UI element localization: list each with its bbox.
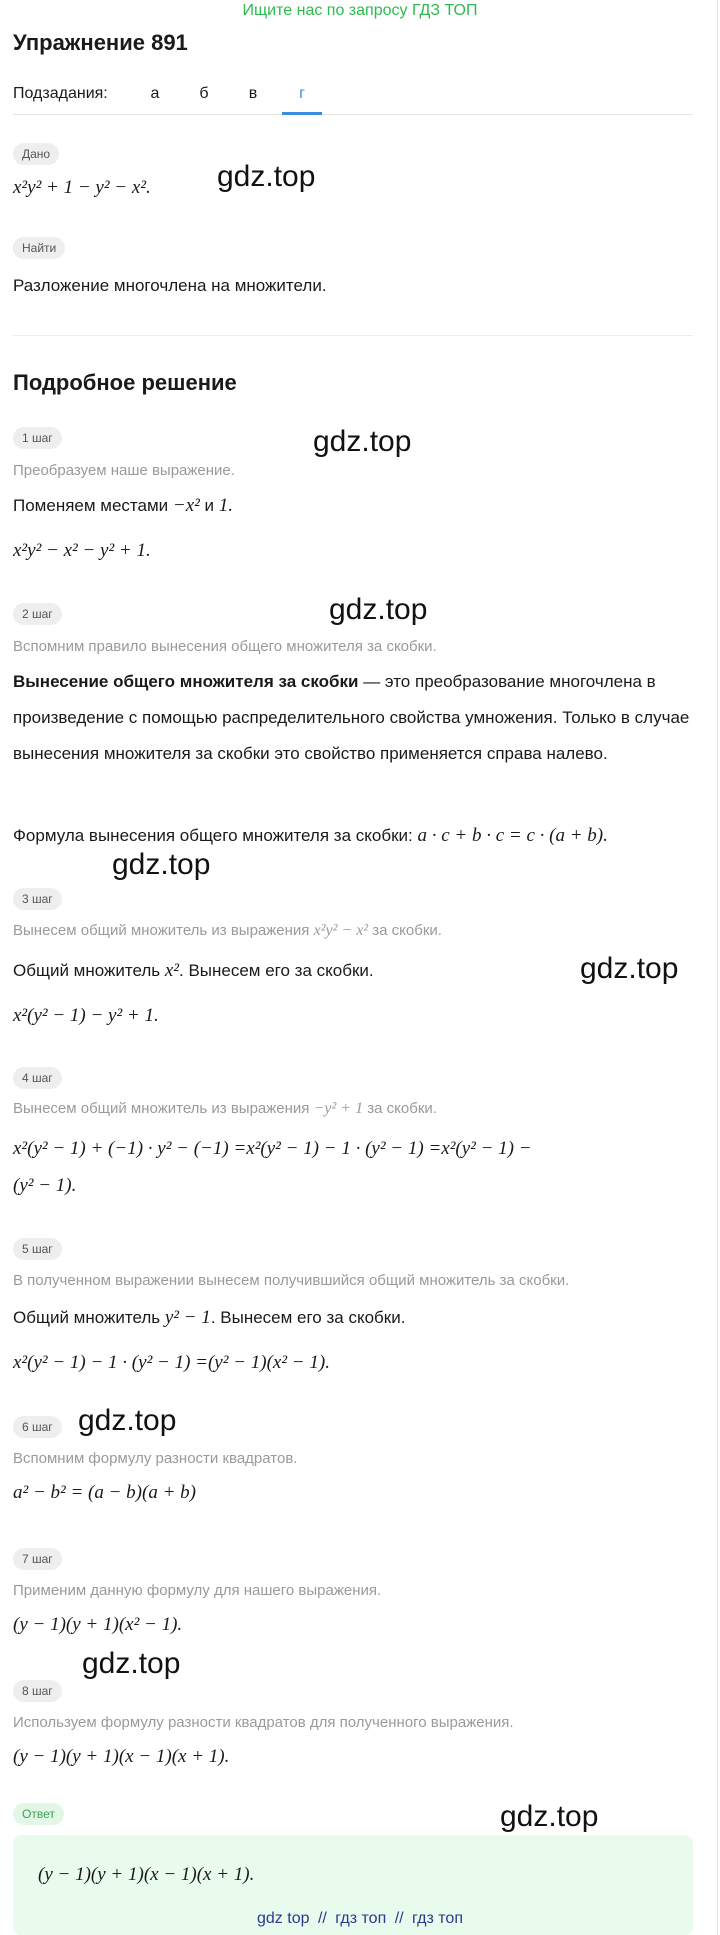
step-text: Общий множитель y² − 1. Вынесем его за скобки. [13, 1307, 406, 1328]
find-text: Разложение многочлена на множители. [13, 276, 327, 295]
tab-b[interactable]: б [199, 85, 209, 102]
step-hint: Вынесем общий множитель из выражения −y² + 1 за скобки. [13, 1100, 437, 1117]
page-title: Упражнение 891 [13, 30, 188, 55]
watermark: gdz.top [313, 425, 412, 458]
answer-badge: Ответ [13, 1803, 64, 1825]
step-hint: Вспомним правило вынесения общего множителя за скобки. [13, 638, 437, 655]
step-badge: 8 шаг [13, 1680, 62, 1702]
step-formula: x²y² − x² − y² + 1. [13, 540, 151, 561]
given-badge: Дано [13, 143, 59, 165]
step-hint: В полученном выражении вынесем получившийся общий множитель за скобки. [13, 1272, 570, 1289]
solution-heading: Подробное решение [13, 370, 237, 395]
step-badge: 4 шаг [13, 1067, 62, 1089]
search-hint-link[interactable]: Ищите нас по запросу ГДЗ ТОП [242, 2, 478, 19]
step-badge: 7 шаг [13, 1548, 62, 1570]
tab-active-indicator [282, 112, 322, 115]
watermark: gdz.top [78, 1404, 177, 1437]
step-formula-line: Формула вынесения общего множителя за скобки: a · c + b · c = c · (a + b). [13, 825, 608, 846]
step-hint: Применим данную формулу для нашего выражения. [13, 1582, 382, 1599]
footer-link[interactable]: гдз топ [412, 1910, 463, 1927]
given-expression: x²y² + 1 − y² − x². [13, 177, 151, 198]
step-definition: Вынесение общего множителя за скобки — это преобразование многочлена в произведение с помощью распределительного свойства умножения. Только в случае вынесения множителя за скобки это свойство применяется справа налево. [13, 672, 690, 763]
footer-link[interactable]: gdz top [257, 1910, 310, 1927]
find-badge: Найти [13, 237, 65, 259]
step-badge: 3 шаг [13, 888, 62, 910]
step-formula: x²(y² − 1) − y² + 1. [13, 1005, 159, 1026]
step-hint: Преобразуем наше выражение. [13, 462, 235, 479]
tab-g[interactable]: г [299, 85, 305, 102]
step-badge: 1 шаг [13, 427, 62, 449]
step-badge: 6 шаг [13, 1416, 62, 1438]
watermark: gdz.top [217, 160, 316, 193]
answer-formula: (y − 1)(y + 1)(x − 1)(x + 1). [38, 1864, 255, 1885]
watermark: gdz.top [82, 1647, 181, 1680]
section-divider [13, 335, 693, 336]
footer-separator: // [394, 1910, 404, 1927]
tabs-divider [13, 114, 693, 115]
watermark: gdz.top [580, 952, 679, 985]
watermark: gdz.top [500, 1800, 599, 1833]
step-badge: 2 шаг [13, 603, 62, 625]
right-border [717, 0, 718, 1935]
step-badge: 5 шаг [13, 1238, 62, 1260]
watermark: gdz.top [329, 593, 428, 626]
footer-links [0, 1910, 720, 1928]
footer-separator: // [317, 1910, 327, 1927]
step-formula: x²(y² − 1) − 1 · (y² − 1) =(y² − 1)(x² − 1). [13, 1352, 330, 1373]
step-hint: Используем формулу разности квадратов для полученного выражения. [13, 1714, 514, 1731]
step-formula: (y − 1)(y + 1)(x − 1)(x + 1). [13, 1746, 230, 1767]
footer-link[interactable]: гдз топ [335, 1910, 387, 1927]
step-formula: x²(y² − 1) + (−1) · y² − (−1) =x²(y² − 1) − 1 · (y² − 1) =x²(y² − 1) − [13, 1138, 532, 1159]
subtasks-label: Подзадания: [13, 85, 108, 102]
step-text: Поменяем местами −x² и 1. [13, 495, 234, 516]
step-hint: Вспомним формулу разности квадратов. [13, 1450, 298, 1467]
step-text: Общий множитель x². Вынесем его за скобки. [13, 960, 374, 981]
step-formula: (y − 1)(y + 1)(x² − 1). [13, 1614, 183, 1635]
step-hint: Вынесем общий множитель из выражения x²y² − x² за скобки. [13, 922, 442, 939]
watermark: gdz.top [112, 848, 211, 881]
tab-a[interactable]: а [150, 85, 160, 102]
step-formula: a² − b² = (a − b)(a + b) [13, 1482, 196, 1503]
tab-v[interactable]: в [248, 85, 258, 102]
step-formula: (y² − 1). [13, 1175, 77, 1196]
